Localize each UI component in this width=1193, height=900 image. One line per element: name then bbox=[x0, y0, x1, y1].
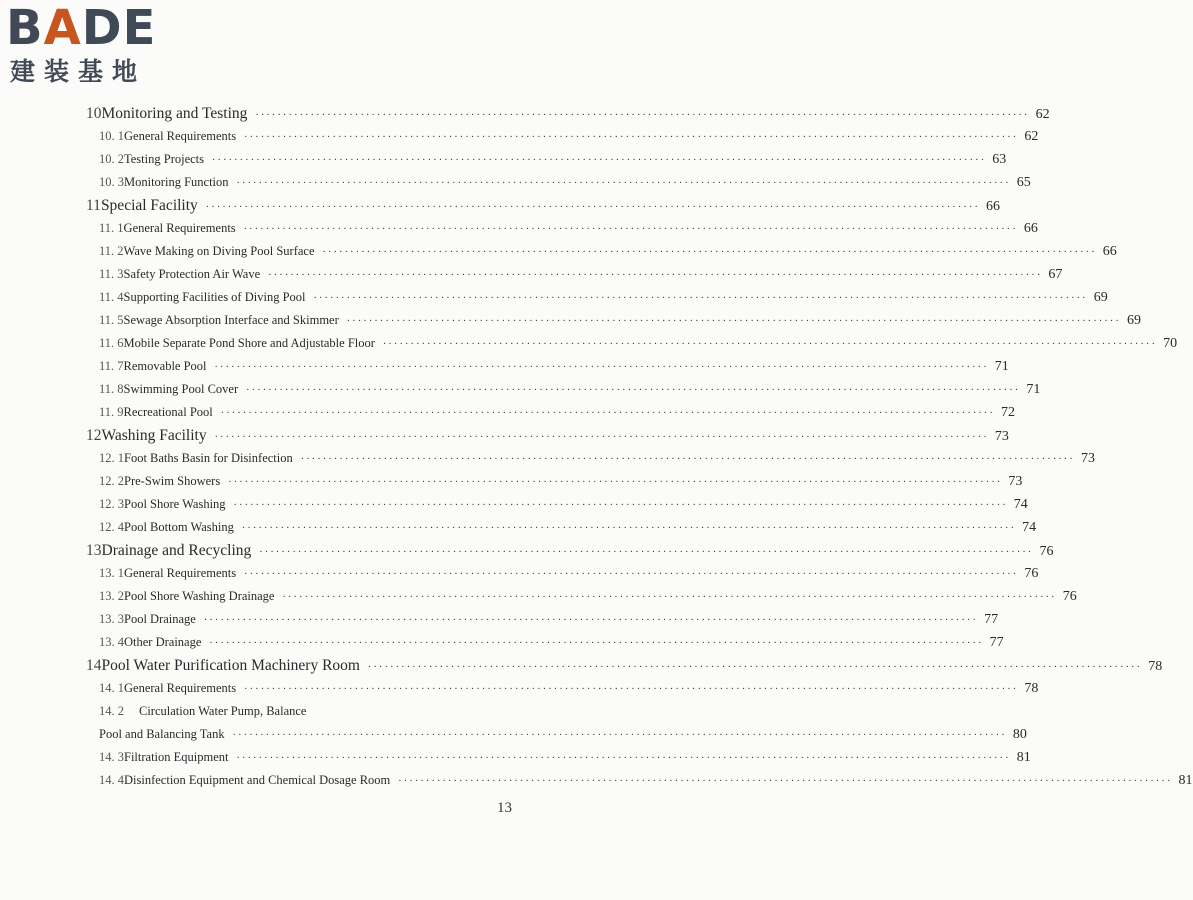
entry-title: Other Drainage bbox=[124, 635, 202, 649]
publisher-logo bbox=[6, 0, 176, 88]
entry-title: Removable Pool bbox=[123, 359, 207, 373]
entry-title: Filtration Equipment bbox=[124, 750, 229, 764]
entry-number: 14. 4 bbox=[99, 773, 124, 787]
entry-title: Sewage Absorption Interface and Skimmer bbox=[123, 313, 339, 327]
entry-number: 11. 2 bbox=[99, 244, 124, 258]
entry-title: Pool Shore Washing Drainage bbox=[124, 589, 275, 603]
toc-section-entry bbox=[99, 677, 1039, 700]
entry-number: 13. 4 bbox=[99, 635, 124, 649]
logo-letters-lead: B bbox=[6, 0, 44, 56]
dot-leader: ············································································································································ bbox=[203, 615, 979, 626]
dot-leader: ············································································································································ bbox=[214, 362, 989, 373]
dot-leader: ············································································································································ bbox=[205, 202, 981, 213]
entry-title: Swimming Pool Cover bbox=[123, 382, 239, 396]
dot-leader: ············································································································································ bbox=[232, 730, 1007, 741]
toc-section-entry bbox=[99, 401, 1015, 424]
entry-page-number: 76 bbox=[1024, 566, 1039, 581]
entry-page-number: 66 bbox=[986, 199, 1001, 214]
toc-section-entry bbox=[99, 769, 1193, 792]
toc-section-entry bbox=[99, 286, 1108, 309]
entry-title: Pre-Swim Showers bbox=[124, 474, 221, 488]
entry-title: Monitoring and Testing bbox=[101, 105, 248, 122]
entry-number: 10. 1 bbox=[99, 129, 124, 143]
entry-title: General Requirements bbox=[124, 566, 237, 580]
entry-page-number: 73 bbox=[1080, 451, 1095, 466]
toc-section-entry bbox=[99, 378, 1041, 401]
entry-title: Circulation Water Pump, Balance bbox=[139, 704, 307, 718]
entry-number: 10 bbox=[86, 105, 102, 122]
entry-number: 11. 7 bbox=[99, 359, 124, 373]
entry-number: 11. 6 bbox=[99, 336, 124, 350]
entry-number: 14. 3 bbox=[99, 750, 124, 764]
entry-number: 13. 3 bbox=[99, 612, 124, 626]
entry-page-number: 66 bbox=[1023, 221, 1038, 236]
dot-leader: ············································································································································ bbox=[220, 408, 995, 419]
entry-title: Recreational Pool bbox=[123, 405, 213, 419]
entry-page-number: 77 bbox=[984, 612, 999, 627]
dot-leader: ············································································································································ bbox=[228, 477, 1003, 488]
entry-number: 11 bbox=[86, 197, 101, 214]
entry-page-number: 80 bbox=[1012, 727, 1027, 742]
entry-page-number: 74 bbox=[1013, 497, 1028, 512]
toc-section-entry bbox=[99, 493, 1028, 516]
entry-page-number: 70 bbox=[1163, 336, 1178, 351]
entry-number: 14 bbox=[86, 657, 102, 674]
entry-page-number: 76 bbox=[1062, 589, 1077, 604]
entry-page-number: 78 bbox=[1024, 681, 1039, 696]
entry-number: 12. 4 bbox=[99, 520, 124, 534]
entry-title: Pool Bottom Washing bbox=[124, 520, 234, 534]
dot-leader: ············································································································································ bbox=[209, 638, 984, 649]
entry-title: General Requirements bbox=[124, 129, 237, 143]
entry-number: 11. 4 bbox=[99, 290, 124, 304]
toc-chapter-entry bbox=[86, 424, 1009, 447]
entry-title: Foot Baths Basin for Disinfection bbox=[124, 451, 293, 465]
entry-number: 12. 2 bbox=[99, 474, 124, 488]
dot-leader: ············································································································································ bbox=[322, 247, 1097, 258]
dot-leader: ············································································································································ bbox=[300, 454, 1075, 465]
dot-leader: ············································································································································ bbox=[244, 684, 1019, 695]
entry-page-number: 71 bbox=[1026, 382, 1041, 397]
entry-page-number: 69 bbox=[1093, 290, 1108, 305]
entry-title: Supporting Facilities of Diving Pool bbox=[123, 290, 306, 304]
entry-page-number: 62 bbox=[1035, 107, 1050, 122]
entry-page-number: 71 bbox=[994, 359, 1009, 374]
toc-section-entry bbox=[99, 562, 1039, 585]
toc-section-entry bbox=[99, 516, 1037, 539]
dot-leader: ············································································································································ bbox=[255, 110, 1030, 121]
dot-leader: ············································································································································ bbox=[259, 547, 1034, 558]
entry-title: General Requirements bbox=[123, 221, 236, 235]
toc-chapter-entry bbox=[86, 194, 1001, 217]
entry-title: Washing Facility bbox=[101, 427, 207, 444]
entry-number: 12. 1 bbox=[99, 451, 124, 465]
entry-number: 13. 2 bbox=[99, 589, 124, 603]
dot-leader: ············································································································································ bbox=[268, 270, 1043, 281]
entry-page-number: 63 bbox=[992, 152, 1007, 167]
toc-section-entry bbox=[99, 332, 1178, 355]
toc-section-entry bbox=[99, 608, 999, 631]
toc-section-entry bbox=[99, 585, 1077, 608]
toc-section-entry bbox=[99, 631, 1004, 654]
entry-number: 11. 8 bbox=[99, 382, 124, 396]
entry-title: Pool and Balancing Tank bbox=[99, 727, 225, 741]
toc-section-entry bbox=[99, 470, 1023, 493]
entry-page-number: 72 bbox=[1000, 405, 1015, 420]
entry-title: Testing Projects bbox=[124, 152, 205, 166]
entry-number: 14. 1 bbox=[99, 681, 124, 695]
toc-section-entry bbox=[99, 355, 1009, 378]
toc-section-entry bbox=[99, 309, 1141, 332]
entry-number: 11. 3 bbox=[99, 267, 124, 281]
entry-title: Pool Drainage bbox=[124, 612, 196, 626]
dot-leader: ············································································································································ bbox=[214, 432, 989, 443]
entry-title: Monitoring Function bbox=[124, 175, 229, 189]
dot-leader: ············································································································································ bbox=[236, 753, 1011, 764]
dot-leader: ············································································································································ bbox=[346, 316, 1121, 327]
logo-letters-tail: DE bbox=[81, 0, 157, 56]
toc-section-entry bbox=[99, 723, 1027, 746]
entry-title: Special Facility bbox=[100, 197, 198, 214]
logo-wordmark bbox=[6, 0, 157, 56]
logo-chinese-text: 建装基地 bbox=[10, 57, 147, 86]
entry-number: 11. 1 bbox=[99, 221, 124, 235]
toc-section-entry bbox=[99, 240, 1117, 263]
entry-number: 10. 2 bbox=[99, 152, 124, 166]
toc-chapter-entry bbox=[86, 102, 1050, 125]
entry-number: 13. 1 bbox=[99, 566, 124, 580]
dot-leader: ············································································································································ bbox=[233, 500, 1008, 511]
entry-number: 14. 2 bbox=[99, 704, 124, 718]
entry-page-number: 76 bbox=[1039, 544, 1054, 559]
logo-letter-accent: A bbox=[43, 0, 82, 56]
entry-page-number: 81 bbox=[1178, 773, 1193, 788]
dot-leader: ············································································································································ bbox=[313, 293, 1088, 304]
entry-number: 12 bbox=[86, 427, 102, 444]
entry-number: 11. 5 bbox=[99, 313, 124, 327]
entry-page-number: 69 bbox=[1126, 313, 1141, 328]
entry-page-number: 62 bbox=[1024, 129, 1039, 144]
toc-section-entry bbox=[99, 700, 527, 723]
toc-section-entry bbox=[99, 263, 1063, 286]
entry-title: Pool Water Purification Machinery Room bbox=[101, 657, 360, 674]
entry-page-number: 78 bbox=[1148, 659, 1163, 674]
entry-page-number: 66 bbox=[1102, 244, 1117, 259]
entry-page-number: 65 bbox=[1016, 175, 1031, 190]
dot-leader: ············································································································································ bbox=[243, 224, 1018, 235]
page-number: 13 bbox=[497, 800, 512, 816]
entry-number: 13 bbox=[86, 542, 102, 559]
toc-chapter-entry bbox=[86, 539, 1054, 562]
entry-title: Wave Making on Diving Pool Surface bbox=[123, 244, 315, 258]
dot-leader: ············································································································································ bbox=[398, 776, 1173, 787]
entry-page-number: 74 bbox=[1022, 520, 1037, 535]
entry-title: Disinfection Equipment and Chemical Dosage Room bbox=[124, 773, 391, 787]
toc-section-entry bbox=[99, 217, 1038, 240]
entry-title: Mobile Separate Pond Shore and Adjustable Floor bbox=[123, 336, 375, 350]
dot-leader: ············································································································································ bbox=[236, 178, 1011, 189]
dot-leader: ············································································································································ bbox=[382, 339, 1158, 350]
dot-leader: ············································································································································ bbox=[367, 662, 1143, 673]
entry-page-number: 73 bbox=[994, 429, 1009, 444]
entry-number: 12. 3 bbox=[99, 497, 124, 511]
entry-page-number: 67 bbox=[1048, 267, 1063, 282]
toc-chapter-entry bbox=[86, 654, 1163, 677]
toc-section-entry bbox=[99, 125, 1039, 148]
dot-leader: ············································································································································ bbox=[246, 385, 1021, 396]
dot-leader: ············································································································································ bbox=[244, 569, 1019, 580]
toc-section-entry bbox=[99, 171, 1031, 194]
entry-page-number: 77 bbox=[989, 635, 1004, 650]
dot-leader: ············································································································································ bbox=[244, 132, 1019, 143]
toc-section-entry bbox=[99, 447, 1095, 470]
toc-section-entry bbox=[99, 746, 1031, 769]
entry-page-number: 73 bbox=[1008, 474, 1023, 489]
entry-title: Pool Shore Washing bbox=[124, 497, 226, 511]
entry-title: General Requirements bbox=[124, 681, 237, 695]
entry-number: 11. 9 bbox=[99, 405, 124, 419]
entry-number: 10. 3 bbox=[99, 175, 124, 189]
entry-title: Safety Protection Air Wave bbox=[123, 267, 261, 281]
entry-page-number: 81 bbox=[1016, 750, 1031, 765]
entry-title: Drainage and Recycling bbox=[101, 542, 252, 559]
dot-leader: ············································································································································ bbox=[282, 592, 1057, 603]
dot-leader: ············································································································································ bbox=[241, 523, 1017, 534]
toc-section-entry bbox=[99, 148, 1007, 171]
dot-leader: ············································································································································ bbox=[212, 155, 987, 166]
